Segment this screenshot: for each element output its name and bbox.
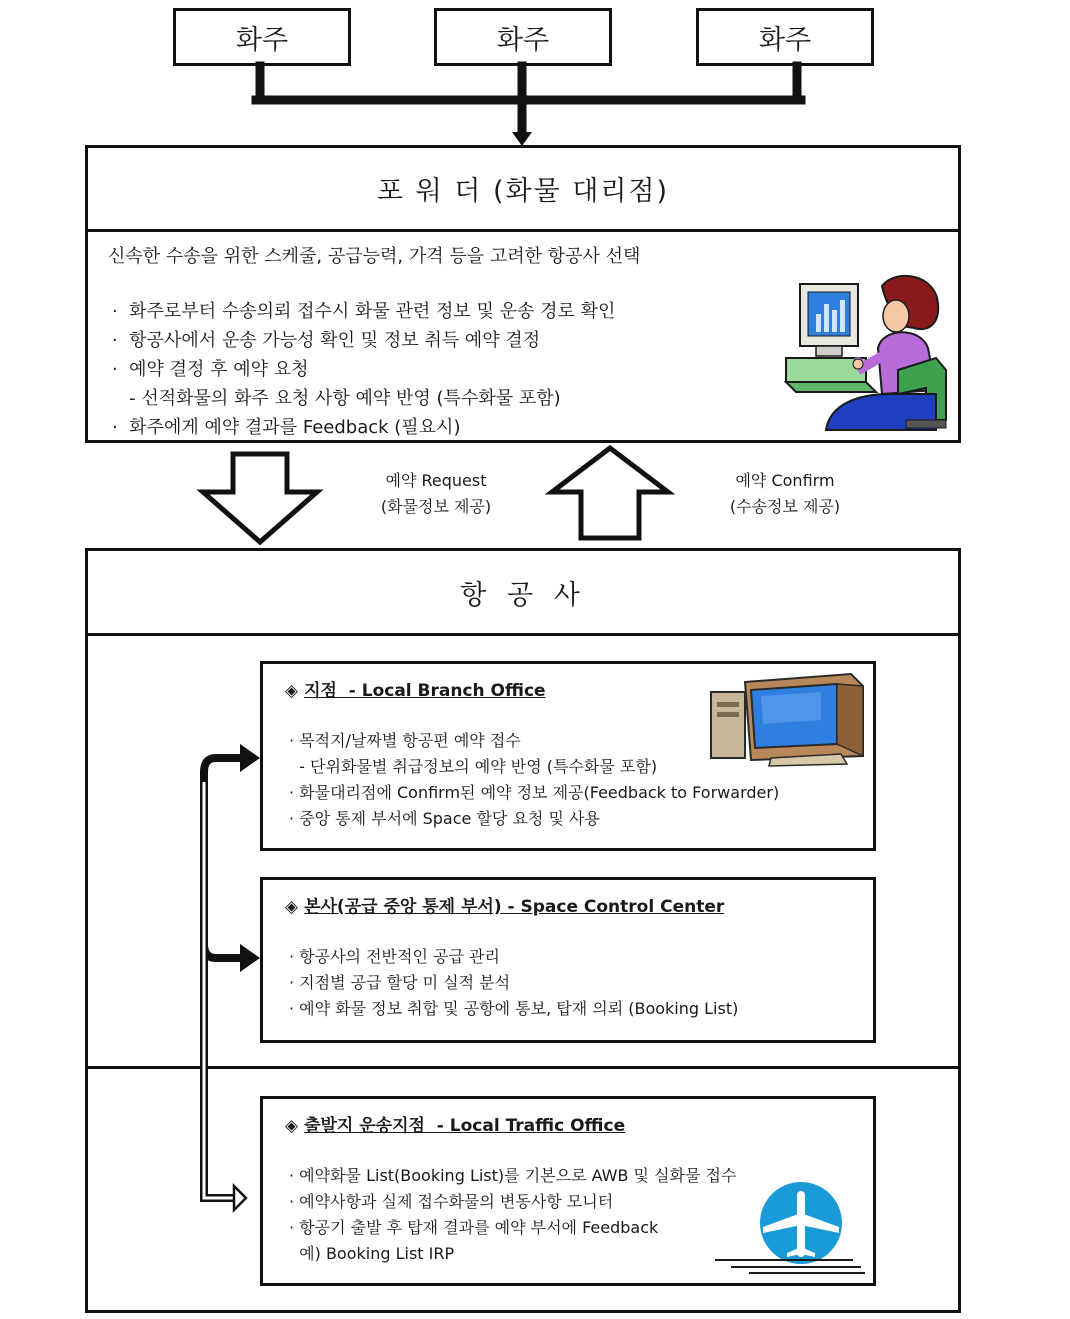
list-item: · 예약 화물 정보 취합 및 공항에 통보, 탑재 의뢰 (Booking List) bbox=[289, 999, 739, 1018]
list-item: · 목적지/날짜별 항공편 예약 접수 bbox=[289, 731, 521, 750]
list-item: - 선적화물의 화주 요청 사항 예약 반영 (특수화물 포함) bbox=[112, 388, 561, 409]
space-control-title-text: 본사(공급 중앙 통제 부서) - Space Control Center bbox=[304, 897, 725, 917]
confirm-label-line1: 예약 Confirm bbox=[735, 471, 835, 490]
request-label-line2: (화물정보 제공) bbox=[380, 497, 492, 516]
request-label bbox=[360, 468, 512, 520]
branch-office-list bbox=[289, 728, 779, 832]
shipper-connector bbox=[0, 0, 1070, 160]
list-item: · 항공기 출발 후 탑재 결과를 예약 부서에 Feedback bbox=[289, 1218, 659, 1237]
space-control-box bbox=[260, 877, 876, 1043]
forwarder-title: 포 워 더 (화물 대리점) bbox=[88, 148, 958, 232]
branch-office-title-text: 지점 - Local Branch Office bbox=[304, 681, 546, 701]
airline-box bbox=[85, 548, 961, 1313]
traffic-office-list bbox=[289, 1163, 736, 1267]
list-item: - 단위화물별 취급정보의 예약 반영 (특수화물 포함) bbox=[289, 757, 658, 776]
list-item: · 화물대리점에 Confirm된 예약 정보 제공(Feedback to Forwarder) bbox=[289, 783, 780, 802]
shipper-label: 화주 bbox=[235, 24, 289, 56]
list-item: 예) Booking List IRP bbox=[289, 1244, 455, 1263]
branch-office-title bbox=[285, 676, 546, 701]
shipper-label: 화주 bbox=[496, 24, 550, 56]
confirm-label-line2: (수송정보 제공) bbox=[729, 497, 841, 516]
list-item: · 항공사의 전반적인 공급 관리 bbox=[289, 947, 500, 966]
list-item: · 화주로부터 수송의뢰 접수시 화물 관련 정보 및 운송 경로 확인 bbox=[112, 301, 616, 322]
list-item: · 화주에게 예약 결과를 Feedback (필요시) bbox=[112, 417, 461, 438]
diamond-bullet-icon: ◈ bbox=[285, 1116, 299, 1136]
space-control-title bbox=[285, 892, 724, 917]
forwarder-box bbox=[85, 145, 961, 443]
confirm-arrow-up-icon bbox=[547, 444, 673, 542]
forwarder-list bbox=[112, 297, 615, 442]
list-item: · 중앙 통제 부서에 Space 할당 요청 및 사용 bbox=[289, 809, 600, 828]
forwarder-intro: 신속한 수송을 위한 스케줄, 공급능력, 가격 등을 고려한 항공사 선택 bbox=[108, 246, 641, 267]
list-item: · 지점별 공급 할당 미 실적 분석 bbox=[289, 973, 511, 992]
diamond-bullet-icon: ◈ bbox=[285, 681, 299, 701]
list-item: · 예약사항과 실제 접수화물의 변동사항 모니터 bbox=[289, 1192, 614, 1211]
traffic-office-title bbox=[285, 1111, 625, 1136]
airline-title: 항 공 사 bbox=[88, 551, 958, 636]
list-item: · 예약화물 List(Booking List)를 기본으로 AWB 및 실화물 접수 bbox=[289, 1166, 737, 1185]
shipper-label: 화주 bbox=[758, 24, 812, 56]
request-label-line1: 예약 Request bbox=[385, 471, 487, 490]
list-item: · 항공사에서 운송 가능성 확인 및 정보 취득 예약 결정 bbox=[112, 330, 541, 351]
list-item: · 예약 결정 후 예약 요청 bbox=[112, 359, 309, 380]
internal-flow-arrows bbox=[188, 736, 268, 1216]
branch-office-box bbox=[260, 661, 876, 851]
request-arrow-down-icon bbox=[199, 452, 321, 546]
person-at-computer-icon bbox=[786, 270, 948, 435]
diamond-bullet-icon: ◈ bbox=[285, 897, 299, 917]
traffic-office-box bbox=[260, 1096, 876, 1286]
traffic-office-title-text: 출발지 운송지점 - Local Traffic Office bbox=[304, 1116, 626, 1136]
desktop-computer-icon bbox=[711, 672, 869, 768]
confirm-label bbox=[708, 468, 862, 520]
space-control-list bbox=[289, 944, 738, 1022]
airplane-icon bbox=[715, 1177, 865, 1275]
